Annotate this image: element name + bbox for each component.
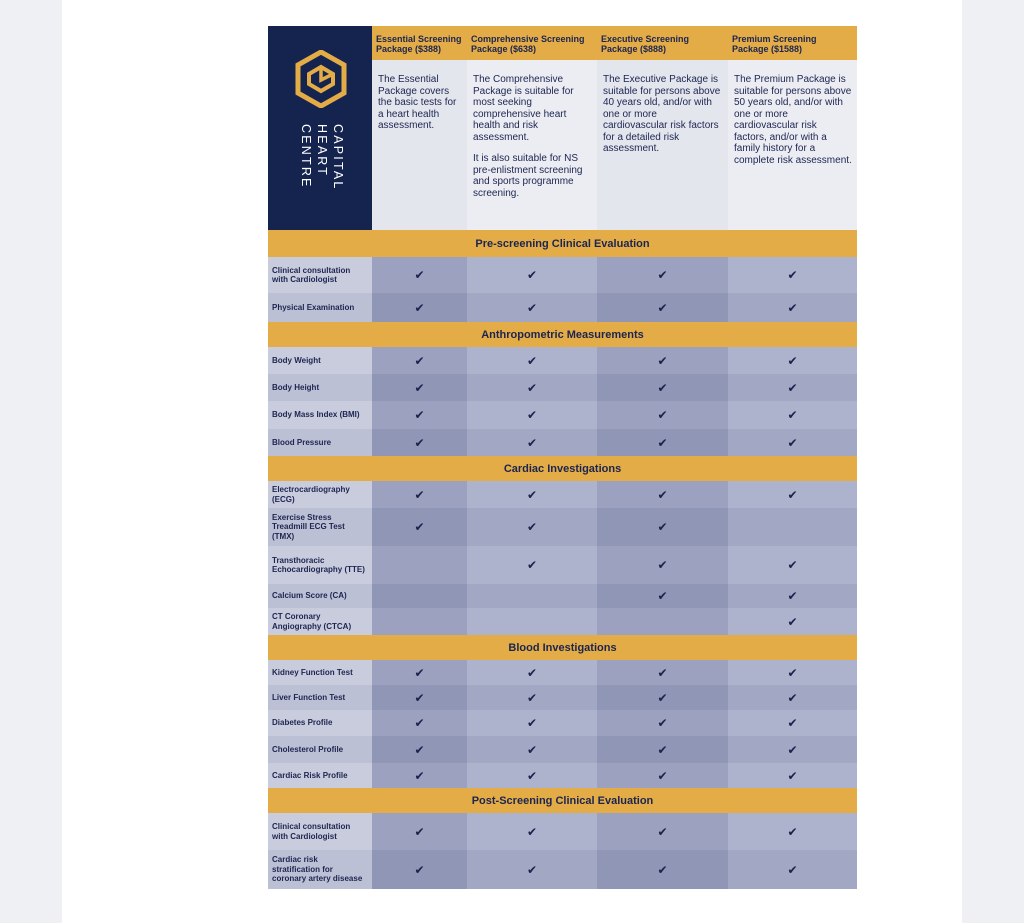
table-row <box>268 347 857 374</box>
package-description-text: The Premium Package is suitable for persons above 50 years old, and/or with one or more cardiovascular risk factors, and/or with a family history for a complete risk assessment. <box>734 74 852 166</box>
package-cell <box>372 374 467 401</box>
package-description-text: The Executive Package is suitable for persons above 40 years old, and/or with one or more cardiovascular risk factors for a detailed risk assessment. <box>603 74 721 154</box>
package-cell <box>372 685 467 710</box>
check-icon: ✔ <box>787 690 798 705</box>
package-cell <box>728 481 857 508</box>
check-icon: ✔ <box>787 558 798 572</box>
table-row <box>268 546 857 584</box>
brand-name <box>298 124 346 191</box>
check-icon: ✔ <box>526 268 538 282</box>
check-icon: ✔ <box>526 300 538 315</box>
package-cell <box>467 813 597 850</box>
package-name: Comprehensive Screening Package ($638) <box>467 26 597 60</box>
package-cell <box>597 850 728 889</box>
package-cell <box>467 481 597 508</box>
check-icon: ✔ <box>414 824 425 839</box>
package-description-text: It is also suitable for NS pre-enlistment screening and sports programme screening. <box>473 153 583 199</box>
check-icon: ✔ <box>657 353 668 368</box>
check-icon: ✔ <box>657 862 668 877</box>
table-row <box>268 429 857 456</box>
package-description <box>467 60 597 230</box>
package-cell <box>728 710 857 736</box>
package-cell <box>372 850 467 889</box>
package-cell <box>728 736 857 763</box>
package-cell <box>728 608 857 635</box>
package-cell <box>728 429 857 456</box>
check-icon: ✔ <box>657 665 668 680</box>
row-label: Diabetes Profile <box>268 710 372 736</box>
row-label: Physical Examination <box>268 293 372 322</box>
section-title: Blood Investigations <box>268 635 857 660</box>
check-icon: ✔ <box>414 862 425 877</box>
package-cell <box>372 608 467 635</box>
package-name: Premium Screening Package ($1588) <box>728 26 857 60</box>
package-cell <box>728 584 857 608</box>
table-row <box>268 710 857 736</box>
check-icon: ✔ <box>657 716 668 730</box>
package-column-premium <box>728 26 857 230</box>
brand-panel <box>268 26 372 230</box>
screening-packages-table <box>268 26 857 889</box>
check-icon: ✔ <box>414 353 425 368</box>
table-row <box>268 374 857 401</box>
row-label: CT Coronary Angiography (CTCA) <box>268 608 372 635</box>
check-icon: ✔ <box>657 690 668 705</box>
package-cell <box>597 763 728 788</box>
row-label: Cardiac risk stratification for coronary artery disease <box>268 850 372 889</box>
check-icon: ✔ <box>787 862 798 877</box>
table-row <box>268 813 857 850</box>
package-cell <box>597 608 728 635</box>
check-icon: ✔ <box>414 768 425 783</box>
check-icon: ✔ <box>787 435 798 450</box>
check-icon: ✔ <box>657 742 668 757</box>
package-cell <box>597 710 728 736</box>
row-label: Liver Function Test <box>268 685 372 710</box>
table-row <box>268 763 857 788</box>
package-cell <box>597 508 728 546</box>
table-row <box>268 608 857 635</box>
package-cell <box>728 347 857 374</box>
check-icon: ✔ <box>657 520 668 534</box>
package-cell <box>728 508 857 546</box>
check-icon: ✔ <box>414 487 425 502</box>
package-cell <box>372 584 467 608</box>
check-icon: ✔ <box>787 408 798 422</box>
package-cell <box>467 257 597 293</box>
package-name: Essential Screening Package ($388) <box>372 26 467 60</box>
package-cell <box>467 685 597 710</box>
row-label: Cardiac Risk Profile <box>268 763 372 788</box>
check-icon: ✔ <box>787 742 798 757</box>
check-icon: ✔ <box>657 300 668 315</box>
check-icon: ✔ <box>414 690 425 705</box>
brand-name-line: CENTRE <box>299 124 313 189</box>
check-icon: ✔ <box>657 435 668 450</box>
package-cell <box>597 736 728 763</box>
package-cell <box>728 685 857 710</box>
check-icon: ✔ <box>526 690 538 705</box>
package-cell <box>467 736 597 763</box>
section-title: Cardiac Investigations <box>268 456 857 481</box>
package-cell <box>372 508 467 546</box>
check-icon: ✔ <box>657 408 668 422</box>
row-label: Clinical consultation with Cardiologist <box>268 813 372 850</box>
check-icon: ✔ <box>526 824 538 839</box>
package-cell <box>728 763 857 788</box>
check-icon: ✔ <box>526 862 538 877</box>
package-cell <box>728 257 857 293</box>
package-name: Executive Screening Package ($888) <box>597 26 728 60</box>
table-row <box>268 481 857 508</box>
check-icon: ✔ <box>657 824 668 839</box>
check-icon: ✔ <box>787 665 798 680</box>
row-label: Body Mass Index (BMI) <box>268 401 372 429</box>
package-cell <box>372 736 467 763</box>
package-column-executive <box>597 26 728 230</box>
check-icon: ✔ <box>657 558 668 572</box>
package-cell <box>467 763 597 788</box>
package-cell <box>597 481 728 508</box>
section-title: Anthropometric Measurements <box>268 322 857 347</box>
check-icon: ✔ <box>526 665 538 680</box>
row-label: Cholesterol Profile <box>268 736 372 763</box>
check-icon: ✔ <box>657 268 668 282</box>
check-icon: ✔ <box>414 520 425 534</box>
package-cell <box>597 685 728 710</box>
package-cell <box>467 608 597 635</box>
check-icon: ✔ <box>787 824 798 839</box>
package-cell <box>372 347 467 374</box>
package-cell <box>597 429 728 456</box>
package-description <box>372 60 467 230</box>
package-column-essential <box>372 26 467 230</box>
table-row <box>268 584 857 608</box>
package-cell <box>597 401 728 429</box>
check-icon: ✔ <box>526 768 538 783</box>
check-icon: ✔ <box>414 716 425 730</box>
table-row <box>268 257 857 293</box>
row-label: Transthoracic Echocardiography (TTE) <box>268 546 372 584</box>
section-title: Post-Screening Clinical Evaluation <box>268 788 857 813</box>
package-cell <box>372 660 467 685</box>
package-cell <box>597 813 728 850</box>
row-label: Exercise Stress Treadmill ECG Test (TMX) <box>268 508 372 546</box>
package-cell <box>467 546 597 584</box>
package-cell <box>372 710 467 736</box>
check-icon: ✔ <box>526 408 538 422</box>
row-label: Clinical consultation with Cardiologist <box>268 257 372 293</box>
check-icon: ✔ <box>414 742 425 757</box>
package-cell <box>728 546 857 584</box>
check-icon: ✔ <box>787 487 798 502</box>
check-icon: ✔ <box>414 300 425 315</box>
check-icon: ✔ <box>414 665 425 680</box>
table-row <box>268 660 857 685</box>
check-icon: ✔ <box>787 716 798 730</box>
package-cell <box>597 257 728 293</box>
check-icon: ✔ <box>526 487 538 502</box>
brand-name-line: CAPITAL <box>331 124 345 191</box>
check-icon: ✔ <box>787 380 798 395</box>
package-cell <box>467 401 597 429</box>
section-title: Pre-screening Clinical Evaluation <box>268 230 857 257</box>
table-body <box>268 230 857 889</box>
row-label: Kidney Function Test <box>268 660 372 685</box>
check-icon: ✔ <box>414 380 425 395</box>
check-icon: ✔ <box>657 487 668 502</box>
package-cell <box>597 374 728 401</box>
table-row <box>268 293 857 322</box>
check-icon: ✔ <box>526 353 538 368</box>
table-header <box>268 26 857 230</box>
package-cell <box>728 813 857 850</box>
check-icon: ✔ <box>657 380 668 395</box>
check-icon: ✔ <box>657 589 668 603</box>
package-cell <box>467 710 597 736</box>
package-cell <box>728 401 857 429</box>
row-label: Calcium Score (CA) <box>268 584 372 608</box>
check-icon: ✔ <box>526 742 538 757</box>
package-description <box>597 60 728 230</box>
hexagon-heart-monogram-icon <box>295 50 347 108</box>
package-cell <box>467 347 597 374</box>
row-label: Electrocardiography (ECG) <box>268 481 372 508</box>
row-label: Blood Pressure <box>268 429 372 456</box>
table-row <box>268 850 857 889</box>
package-cell <box>597 347 728 374</box>
check-icon: ✔ <box>526 716 538 730</box>
check-icon: ✔ <box>414 408 425 422</box>
check-icon: ✔ <box>526 558 538 572</box>
package-cell <box>372 546 467 584</box>
package-cell <box>728 660 857 685</box>
row-label: Body Height <box>268 374 372 401</box>
package-description <box>728 60 857 230</box>
check-icon: ✔ <box>787 614 798 629</box>
package-cell <box>467 293 597 322</box>
package-cell <box>728 293 857 322</box>
package-cell <box>372 813 467 850</box>
package-cell <box>467 374 597 401</box>
package-cell <box>372 481 467 508</box>
package-cell <box>597 584 728 608</box>
check-icon: ✔ <box>526 520 538 534</box>
package-cell <box>467 508 597 546</box>
package-cell <box>467 429 597 456</box>
package-cell <box>372 429 467 456</box>
check-icon: ✔ <box>526 380 538 395</box>
table-row <box>268 736 857 763</box>
check-icon: ✔ <box>526 435 538 450</box>
package-cell <box>597 546 728 584</box>
package-cell <box>597 293 728 322</box>
package-cell <box>728 374 857 401</box>
check-icon: ✔ <box>787 768 798 783</box>
package-cell <box>597 660 728 685</box>
package-cell <box>467 584 597 608</box>
check-icon: ✔ <box>787 589 798 603</box>
package-cell <box>467 660 597 685</box>
package-cell <box>372 257 467 293</box>
check-icon: ✔ <box>414 435 425 450</box>
package-cell <box>372 293 467 322</box>
check-icon: ✔ <box>657 768 668 783</box>
package-cell <box>467 850 597 889</box>
table-row <box>268 401 857 429</box>
brand-name-line: HEART <box>315 124 329 178</box>
check-icon: ✔ <box>787 300 798 315</box>
package-column-comprehensive <box>467 26 597 230</box>
package-cell <box>728 850 857 889</box>
table-row <box>268 685 857 710</box>
table-row <box>268 508 857 546</box>
row-label: Body Weight <box>268 347 372 374</box>
check-icon: ✔ <box>414 268 425 282</box>
document-page <box>62 0 962 923</box>
package-description-text: The Comprehensive Package is suitable for most seeking comprehensive heart health and risk assessment. <box>473 74 574 143</box>
check-icon: ✔ <box>787 268 798 282</box>
package-cell <box>372 401 467 429</box>
package-description-text: The Essential Package covers the basic tests for a heart health assessment. <box>378 74 457 131</box>
package-cell <box>372 763 467 788</box>
check-icon: ✔ <box>787 353 798 368</box>
